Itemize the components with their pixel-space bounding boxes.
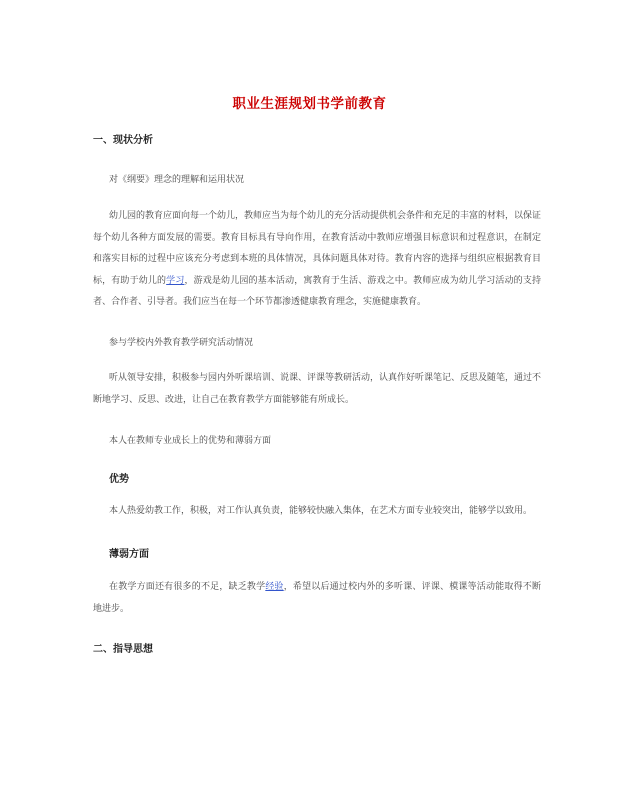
subheading-outline-understanding: 对《纲要》理念的理解和运用状况 [109, 175, 245, 185]
section-heading-guiding-ideology: 二、指导思想 [93, 644, 153, 655]
paragraph-text: 幼儿园的教育应面向每一个幼儿，教师应当为每个幼儿的充分活动提供机会条件和充足的丰富的材料，以保证每个幼儿各种方面发展的需要。教育目标具有导向作用，在教育活动中教师应增强目标意识和过程意识，在制定和落实目标的过程中应该充分考虑到本班的具体情况，具体问题具体对待。教育内容的选择与组织应根据教育目标，有助于幼儿的 [93, 211, 542, 286]
paragraph-strength: 本人热爱幼教工作，积极，对工作认真负责，能够较快融入集体，在艺术方面专业较突出，能够学以致用。 [109, 506, 533, 516]
paragraph-weakness [93, 577, 541, 620]
paragraph-research-activities: 听从领导安排，积极参与园内外听课培训、说课、评课等教研活动，认真作好听课笔记、反思及随笔，通过不断地学习、反思、改进，让自己在教育教学方面能够能有所成长。 [93, 373, 542, 405]
paragraph-text: 在教学方面还有很多的不足，缺乏教学 [109, 582, 266, 592]
document-title: 职业生涯规划书学前教育 [232, 96, 387, 112]
paragraph-outline-understanding [93, 206, 541, 314]
subheading-research-activities: 参与学校内外教育教学研究活动情况 [109, 338, 254, 348]
link-experience[interactable]: 经验 [265, 582, 284, 592]
heading-strength: 优势 [109, 474, 129, 485]
section-heading-status: 一、现状分析 [93, 135, 153, 146]
paragraph-text: ，希望以后通过校内外的多听课、评课、模课等活动能取得不断地进步。 [93, 582, 541, 614]
link-learning[interactable]: 学习 [166, 275, 185, 286]
subheading-strengths-weaknesses: 本人在教师专业成长上的优势和薄弱方面 [109, 436, 272, 446]
paragraph-text: ，游戏是幼儿园的基本活动，寓教育于生活、游戏之中。教师应成为幼儿学习活动的支持者、合作者、引导者。我们应当在每一个环节都渗透健康教育理念，实施健康教育。 [93, 275, 541, 308]
heading-weakness: 薄弱方面 [109, 549, 149, 560]
